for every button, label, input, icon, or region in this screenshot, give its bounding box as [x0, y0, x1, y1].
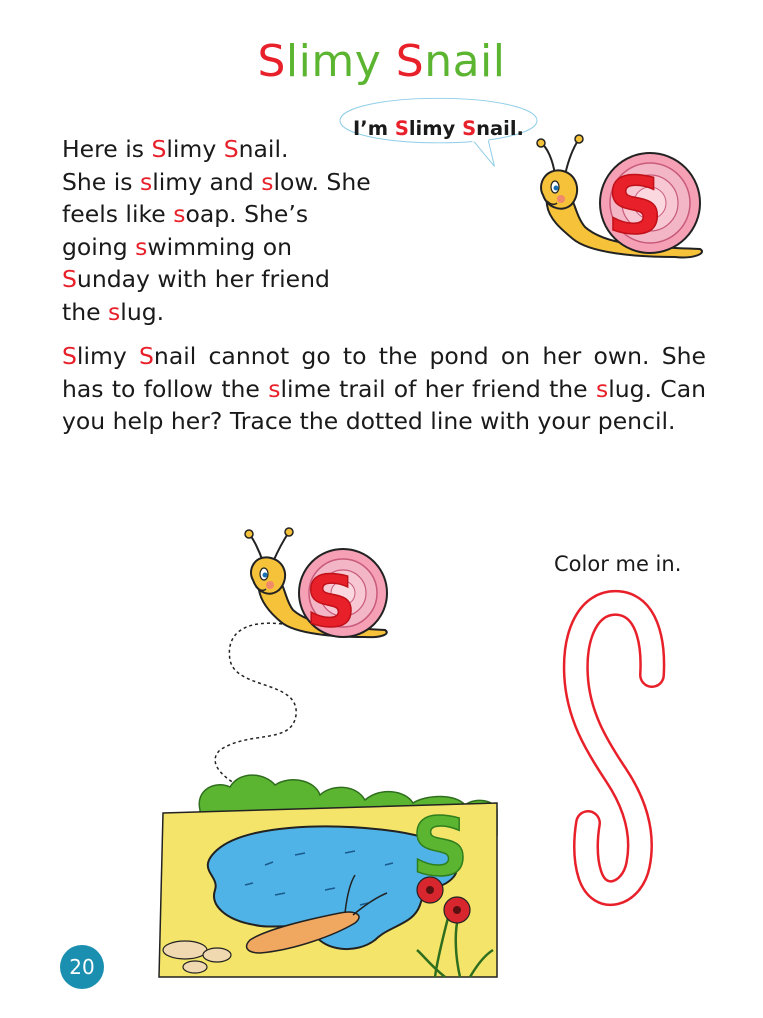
page-number-badge: 20 [60, 945, 104, 989]
intro-line: She is slimy and slow. She [62, 167, 371, 196]
shell-letter-bottom: S [305, 561, 357, 643]
intro-line: Sunday with her friend [62, 265, 330, 293]
outline-letter-s[interactable] [560, 595, 670, 935]
pond-scene [155, 755, 500, 980]
speech-bubble-text: I’m Slimy Snail. [353, 117, 524, 140]
pond-letter: S [411, 801, 469, 894]
intro-line: the slug. [62, 297, 165, 326]
intro-line: going swimming on [62, 232, 292, 261]
shell-letter: S [606, 162, 664, 252]
color-instruction: Color me in. [554, 552, 682, 576]
intro-text [62, 133, 402, 328]
instructions-paragraph: Slimy Snail cannot go to the pond on her own. She has to follow the slime trail of her friend the slug. Can you help her? Trace the dotted line with your pencil. [62, 342, 707, 435]
snail-illustration-top [535, 135, 710, 265]
intro-line: Here is Slimy Snail. [62, 135, 289, 163]
intro-line: feels like soap. She’s [62, 200, 309, 228]
page-title: Slimy Snail [257, 36, 506, 87]
